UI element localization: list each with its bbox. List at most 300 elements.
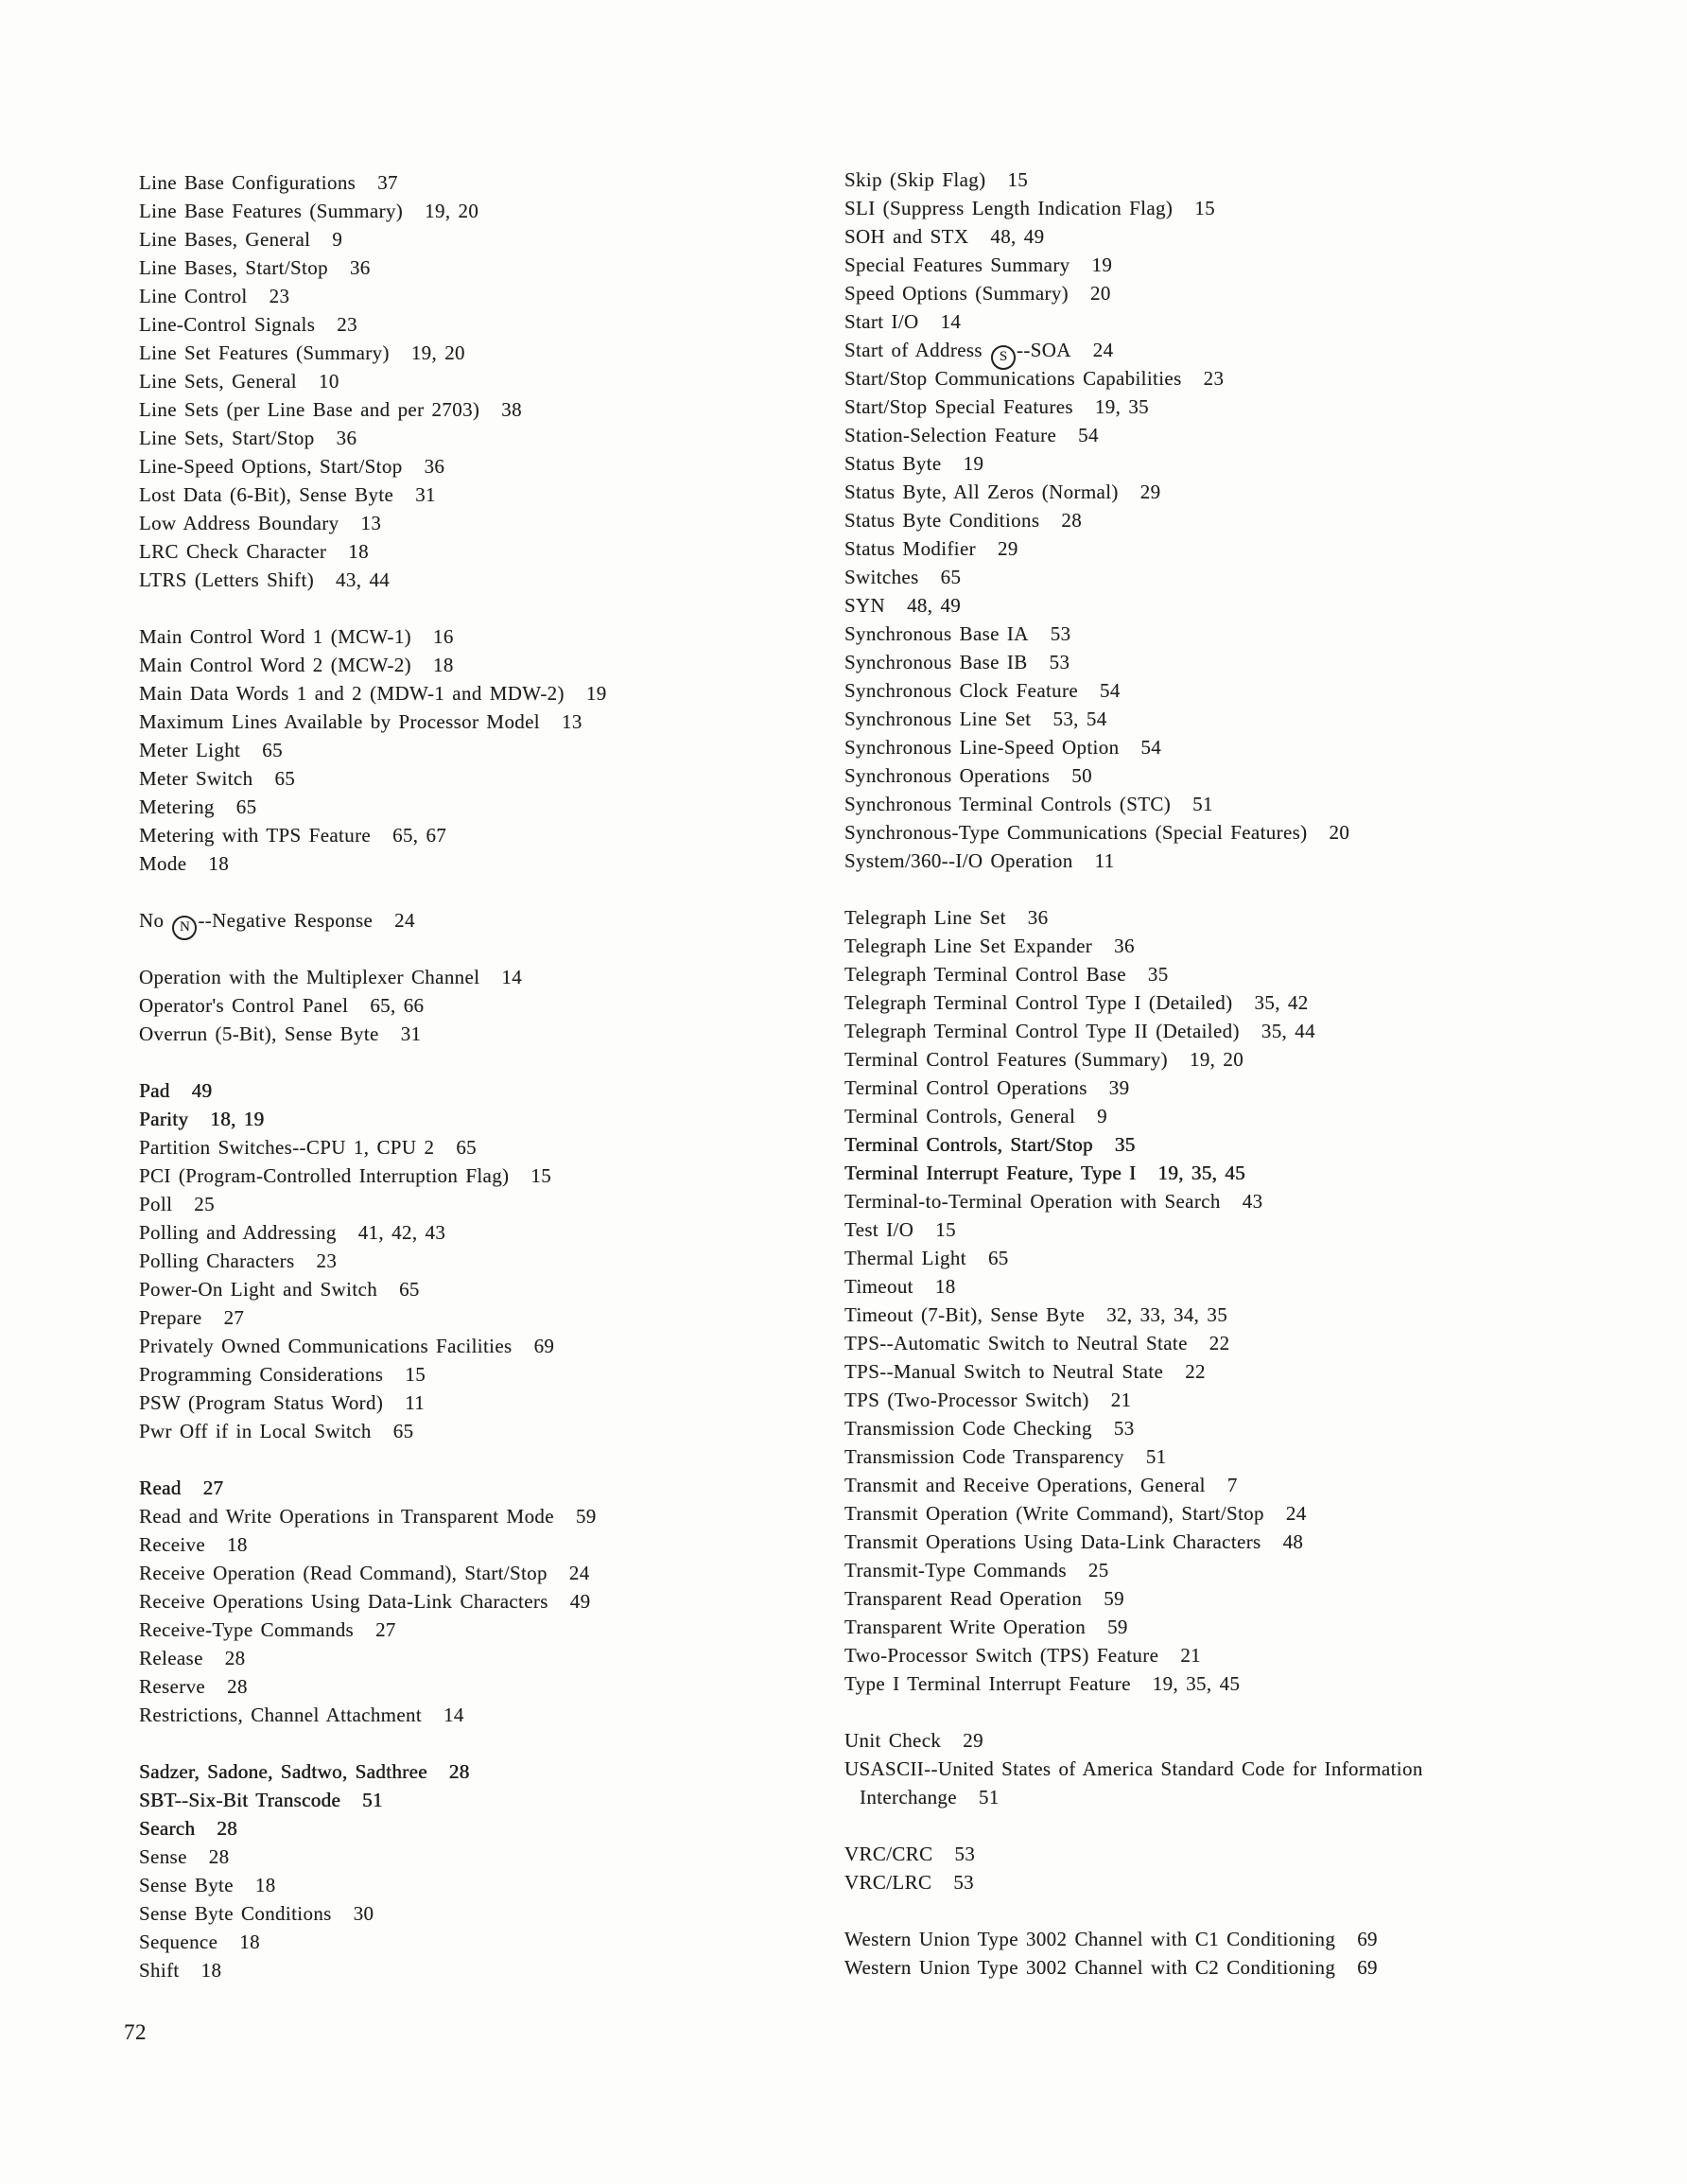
page-refs: 19, 35, 45 bbox=[1157, 1162, 1245, 1184]
index-term: Operator's Control Panel bbox=[139, 994, 349, 1017]
page-refs: 48 bbox=[1282, 1530, 1304, 1553]
index-entry bbox=[139, 1190, 820, 1218]
index-entry bbox=[844, 393, 1658, 421]
page-refs: 65 bbox=[399, 1278, 420, 1301]
page-refs: 24 bbox=[394, 909, 415, 932]
index-term: Parity bbox=[139, 1108, 189, 1130]
index-entry bbox=[139, 1389, 820, 1417]
index-term: Terminal Control Features (Summary) bbox=[844, 1048, 1168, 1071]
index-entry bbox=[139, 1360, 820, 1389]
index-entry bbox=[844, 1187, 1658, 1215]
index-term: PCI (Program-Controlled Interruption Flag) bbox=[139, 1164, 510, 1187]
page-refs: 65, 66 bbox=[370, 994, 425, 1017]
page-refs: 28 bbox=[224, 1647, 246, 1669]
page-refs: 21 bbox=[1110, 1389, 1132, 1411]
index-term: Transparent Read Operation bbox=[844, 1587, 1083, 1610]
index-term: TPS--Manual Switch to Neutral State bbox=[844, 1360, 1164, 1383]
page-refs: 19 bbox=[585, 682, 607, 705]
page-refs: 21 bbox=[1180, 1644, 1202, 1667]
page-refs: 13 bbox=[562, 710, 583, 733]
page-refs: 36 bbox=[1114, 935, 1135, 957]
page-refs: 16 bbox=[433, 625, 454, 648]
index-entry bbox=[139, 537, 820, 566]
index-term: Polling and Addressing bbox=[139, 1221, 337, 1244]
page-refs: 59 bbox=[1104, 1587, 1124, 1610]
index-term: Synchronous Clock Feature bbox=[844, 679, 1079, 702]
index-entry bbox=[844, 1357, 1658, 1386]
index-term: Telegraph Terminal Control Base bbox=[844, 963, 1126, 986]
index-entry bbox=[844, 818, 1658, 847]
page-refs: 59 bbox=[575, 1505, 597, 1528]
page-refs: 36 bbox=[336, 427, 357, 449]
index-term: Partition Switches--CPU 1, CPU 2 bbox=[139, 1136, 435, 1159]
page-refs: 25 bbox=[1087, 1559, 1109, 1581]
index-entry bbox=[139, 793, 820, 821]
index-term: Status Byte bbox=[844, 452, 942, 475]
index-entry bbox=[844, 1130, 1658, 1159]
index-term: Western Union Type 3002 Channel with C2 Conditioning bbox=[844, 1956, 1336, 1979]
term-text: --Negative Response bbox=[198, 909, 374, 932]
index-entry bbox=[844, 1613, 1658, 1641]
page-refs: 20 bbox=[1329, 821, 1350, 844]
page-refs: 14 bbox=[940, 310, 962, 333]
index-group bbox=[139, 963, 820, 1048]
index-term: Western Union Type 3002 Channel with C1 Conditioning bbox=[844, 1928, 1336, 1950]
page-refs: 19, 35 bbox=[1094, 395, 1150, 418]
page-refs: 15 bbox=[1007, 168, 1029, 191]
index-entry bbox=[844, 1386, 1658, 1414]
index-entry bbox=[139, 1417, 820, 1445]
index-term: Reserve bbox=[139, 1675, 206, 1698]
page-refs: 43 bbox=[1242, 1190, 1263, 1213]
index-entry bbox=[844, 1102, 1658, 1130]
index-term: Telegraph Terminal Control Type I (Detailed) bbox=[844, 991, 1233, 1014]
index-entry bbox=[139, 1559, 820, 1587]
index-term: Sense Byte Conditions bbox=[139, 1902, 332, 1925]
index-term: Shift bbox=[139, 1959, 180, 1982]
index-entry bbox=[844, 648, 1658, 676]
page-refs: 18 bbox=[208, 852, 230, 875]
index-entry bbox=[844, 1868, 1658, 1896]
page-refs: 65 bbox=[274, 767, 296, 790]
index-entry bbox=[844, 1471, 1658, 1499]
index-entry bbox=[139, 1474, 820, 1502]
index-term: Telegraph Line Set bbox=[844, 906, 1006, 929]
index-entry bbox=[139, 452, 820, 480]
page-refs: 53 bbox=[1050, 622, 1071, 645]
index-entry bbox=[139, 991, 820, 1020]
page-refs: 31 bbox=[400, 1022, 422, 1045]
index-term: Transparent Write Operation bbox=[844, 1616, 1087, 1638]
index-entry bbox=[139, 708, 820, 736]
index-entry bbox=[139, 1275, 820, 1303]
index-term: Thermal Light bbox=[844, 1247, 966, 1269]
index-term: LRC Check Character bbox=[139, 540, 327, 563]
page-refs: 36 bbox=[424, 455, 445, 478]
index-entry bbox=[139, 1218, 820, 1247]
index-entry bbox=[844, 1414, 1658, 1442]
index-entry bbox=[844, 478, 1658, 506]
index-entry bbox=[139, 1162, 820, 1190]
page-refs: 29 bbox=[963, 1729, 983, 1752]
index-entry bbox=[139, 1616, 820, 1644]
index-entry bbox=[844, 1301, 1658, 1329]
page-refs: 19 bbox=[1091, 253, 1113, 276]
index-entry bbox=[844, 222, 1658, 251]
index-term: Synchronous Base IA bbox=[844, 622, 1029, 645]
index-term: Line Sets, General bbox=[139, 370, 297, 393]
index-entry bbox=[844, 166, 1658, 194]
page-refs: 15 bbox=[935, 1218, 956, 1241]
page-refs: 53 bbox=[1049, 651, 1070, 673]
page-refs: 65 bbox=[456, 1136, 478, 1159]
index-entry bbox=[844, 1925, 1658, 1953]
page-refs: 50 bbox=[1071, 764, 1092, 787]
index-group bbox=[139, 168, 820, 594]
index-term: Metering with TPS Feature bbox=[139, 824, 372, 847]
index-entry bbox=[844, 563, 1658, 591]
page-refs: 23 bbox=[316, 1249, 338, 1272]
index-term: Terminal Interrupt Feature, Type I bbox=[844, 1162, 1137, 1184]
page-refs: 18 bbox=[227, 1533, 248, 1556]
index-term: Prepare bbox=[139, 1306, 202, 1329]
page-refs: 28 bbox=[448, 1760, 470, 1783]
index-term: Two-Processor Switch (TPS) Feature bbox=[844, 1644, 1159, 1667]
circled-letter-N-icon: N bbox=[172, 916, 197, 940]
index-term: Programming Considerations bbox=[139, 1363, 384, 1386]
index-entry bbox=[844, 761, 1658, 790]
index-term: USASCII--United States of America Standard Code for Information bbox=[844, 1757, 1423, 1780]
page-refs: 59 bbox=[1107, 1616, 1128, 1638]
index-entry bbox=[139, 1247, 820, 1275]
page-refs: 29 bbox=[998, 537, 1018, 560]
index-entry bbox=[139, 168, 820, 197]
index-entry bbox=[844, 988, 1658, 1017]
index-group bbox=[844, 1840, 1658, 1896]
index-entry bbox=[139, 1956, 820, 1984]
page-refs: 19, 20 bbox=[410, 341, 465, 364]
index-term: Synchronous Line Set bbox=[844, 708, 1032, 730]
index-term: Line-Speed Options, Start/Stop bbox=[139, 455, 403, 478]
index-term: Terminal Controls, Start/Stop bbox=[844, 1133, 1093, 1156]
index-entry bbox=[139, 1105, 820, 1133]
index-term: Pwr Off if in Local Switch bbox=[139, 1420, 372, 1442]
page-refs: 51 bbox=[978, 1786, 1000, 1808]
index-group bbox=[139, 1474, 820, 1729]
index-term: Special Features Summary bbox=[844, 253, 1070, 276]
page-refs: 20 bbox=[1090, 282, 1111, 305]
page-refs: 15 bbox=[405, 1363, 426, 1386]
index-term: Timeout bbox=[844, 1275, 913, 1298]
page-refs: 49 bbox=[569, 1590, 591, 1613]
index-entry bbox=[844, 705, 1658, 733]
page-refs: 36 bbox=[1027, 906, 1049, 929]
index-entry bbox=[139, 679, 820, 708]
page-refs: 43, 44 bbox=[336, 568, 391, 591]
index-entry bbox=[139, 310, 820, 339]
page-refs: 28 bbox=[217, 1817, 237, 1840]
index-entry bbox=[844, 1641, 1658, 1669]
index-term: Synchronous-Type Communications (Special Features) bbox=[844, 821, 1308, 844]
index-entry bbox=[139, 821, 820, 849]
index-entry bbox=[139, 1502, 820, 1530]
index-term: Line-Control Signals bbox=[139, 313, 316, 336]
page-refs: 28 bbox=[208, 1845, 230, 1868]
index-entry bbox=[844, 506, 1658, 534]
index-term: Main Control Word 1 (MCW-1) bbox=[139, 625, 412, 648]
page-refs: 14 bbox=[443, 1704, 464, 1726]
index-term: Operation with the Multiplexer Channel bbox=[139, 966, 480, 988]
page-refs: 54 bbox=[1100, 679, 1121, 702]
index-term: Overrun (5-Bit), Sense Byte bbox=[139, 1022, 379, 1045]
page-refs: 30 bbox=[353, 1902, 374, 1925]
index-term: Synchronous Terminal Controls (STC) bbox=[844, 793, 1172, 815]
index-term: Transmit Operation (Write Command), Start/Stop bbox=[844, 1502, 1264, 1525]
index-entry bbox=[139, 225, 820, 253]
page-refs: 24 bbox=[1285, 1502, 1307, 1525]
page-refs: 19 bbox=[963, 452, 984, 475]
page-refs: 25 bbox=[194, 1193, 215, 1215]
index-entry bbox=[844, 903, 1658, 932]
page-refs: 23 bbox=[269, 285, 290, 307]
index-term: Power-On Light and Switch bbox=[139, 1278, 378, 1301]
index-entry bbox=[139, 906, 820, 935]
index-term: Sequence bbox=[139, 1931, 218, 1953]
page-refs: 10 bbox=[319, 370, 339, 393]
index-term: Line Control bbox=[139, 285, 248, 307]
index-term: Station-Selection Feature bbox=[844, 424, 1057, 446]
index-term: Switches bbox=[844, 566, 919, 588]
index-entry bbox=[844, 620, 1658, 648]
index-entry bbox=[139, 1757, 820, 1786]
page-refs: 69 bbox=[1357, 1956, 1378, 1979]
index-entry bbox=[139, 1303, 820, 1332]
circled-letter-S-icon: S bbox=[991, 345, 1016, 370]
index-entry bbox=[139, 566, 820, 594]
page-refs: 18 bbox=[200, 1959, 222, 1982]
page-refs: 48, 49 bbox=[907, 594, 962, 617]
index-entry bbox=[139, 1133, 820, 1162]
index-entry bbox=[139, 367, 820, 395]
index-term: Synchronous Line-Speed Option bbox=[844, 736, 1120, 759]
page-refs: 65 bbox=[987, 1247, 1009, 1269]
index-term: Sadzer, Sadone, Sadtwo, Sadthree bbox=[139, 1760, 427, 1783]
index-term: Read and Write Operations in Transparent Mode bbox=[139, 1505, 554, 1528]
index-term: Main Control Word 2 (MCW-2) bbox=[139, 654, 412, 676]
page-refs: 19, 35, 45 bbox=[1152, 1672, 1241, 1695]
index-entry bbox=[139, 1814, 820, 1843]
page-refs: 35, 44 bbox=[1261, 1020, 1315, 1042]
page-refs: 18 bbox=[239, 1931, 260, 1953]
index-column-left bbox=[139, 168, 820, 2013]
index-entry bbox=[139, 282, 820, 310]
page-refs: 15 bbox=[1194, 197, 1215, 219]
index-entry bbox=[844, 251, 1658, 279]
index-term: Terminal Controls, General bbox=[844, 1105, 1076, 1127]
index-term: Line Base Features (Summary) bbox=[139, 200, 404, 222]
index-term: Main Data Words 1 and 2 (MDW-1 and MDW-2) bbox=[139, 682, 565, 705]
index-term: Poll bbox=[139, 1193, 173, 1215]
index-entry bbox=[139, 764, 820, 793]
index-entry bbox=[139, 1928, 820, 1956]
index-term: Privately Owned Communications Facilities bbox=[139, 1335, 513, 1357]
index-term: Start/Stop Communications Capabilities bbox=[844, 367, 1182, 390]
index-entry bbox=[139, 197, 820, 225]
page-refs: 15 bbox=[530, 1164, 552, 1187]
index-term: Transmit-Type Commands bbox=[844, 1559, 1067, 1581]
index-entry bbox=[844, 960, 1658, 988]
page-refs: 24 bbox=[1092, 339, 1114, 361]
index-entry bbox=[139, 1672, 820, 1701]
page-refs: 38 bbox=[501, 398, 522, 421]
index-term: Start I/O bbox=[844, 310, 919, 333]
page-refs: 24 bbox=[568, 1562, 590, 1584]
page-refs: 51 bbox=[1145, 1445, 1167, 1468]
page-refs: 14 bbox=[501, 966, 523, 988]
page-refs: 11 bbox=[1094, 849, 1115, 872]
index-entry bbox=[844, 1499, 1658, 1528]
index-column-right bbox=[844, 166, 1658, 2010]
page-refs: 53 bbox=[954, 1843, 976, 1865]
page-refs: 19, 20 bbox=[1189, 1048, 1244, 1071]
index-entry bbox=[844, 1074, 1658, 1102]
index-entry bbox=[844, 733, 1658, 761]
index-term: Line Set Features (Summary) bbox=[139, 341, 390, 364]
page-refs: 48, 49 bbox=[990, 225, 1045, 248]
page-refs: 31 bbox=[415, 483, 436, 506]
page-refs: 23 bbox=[337, 313, 357, 336]
index-entry bbox=[139, 339, 820, 367]
index-entry bbox=[844, 1726, 1658, 1755]
index-entry bbox=[844, 847, 1658, 875]
page-refs: 65 bbox=[940, 566, 962, 588]
index-entry bbox=[844, 307, 1658, 336]
index-term: Skip (Skip Flag) bbox=[844, 168, 986, 191]
index-entry bbox=[139, 1843, 820, 1871]
page-refs: 13 bbox=[360, 512, 382, 534]
page-refs: 22 bbox=[1185, 1360, 1206, 1383]
page-refs: 69 bbox=[1357, 1928, 1378, 1950]
page-refs: 53, 54 bbox=[1052, 708, 1107, 730]
index-entry bbox=[139, 1530, 820, 1559]
index-term: Meter Switch bbox=[139, 767, 253, 790]
index-term: Status Modifier bbox=[844, 537, 976, 560]
index-term: Receive-Type Commands bbox=[139, 1618, 355, 1641]
index-term: Restrictions, Channel Attachment bbox=[139, 1704, 423, 1726]
page-refs: 9 bbox=[332, 228, 343, 251]
index-group bbox=[139, 1757, 820, 1984]
index-entry-continuation bbox=[844, 1783, 1658, 1811]
page-refs: 18 bbox=[934, 1275, 956, 1298]
index-term: Maximum Lines Available by Processor Model bbox=[139, 710, 540, 733]
index-term: SOH and STX bbox=[844, 225, 969, 248]
index-group bbox=[844, 1726, 1658, 1811]
index-entry bbox=[844, 1669, 1658, 1698]
index-term: Receive bbox=[139, 1533, 206, 1556]
page-refs: 54 bbox=[1140, 736, 1162, 759]
index-term: Meter Light bbox=[139, 739, 241, 761]
page-refs: 18 bbox=[254, 1874, 276, 1896]
index-term: Transmission Code Checking bbox=[844, 1417, 1092, 1440]
index-entry bbox=[139, 1701, 820, 1729]
index-term: SBT--Six-Bit Transcode bbox=[139, 1789, 341, 1811]
page-refs: 49 bbox=[191, 1079, 213, 1102]
index-group bbox=[844, 903, 1658, 1698]
page-refs: 65 bbox=[392, 1420, 414, 1442]
index-entry bbox=[844, 1244, 1658, 1272]
index-term: Terminal Control Operations bbox=[844, 1076, 1087, 1099]
page-number: 72 bbox=[124, 2020, 147, 2044]
index-entry bbox=[844, 1045, 1658, 1074]
page-refs: 35, 42 bbox=[1254, 991, 1309, 1014]
term-text: Start of Address bbox=[844, 339, 991, 361]
index-entry bbox=[139, 1871, 820, 1899]
index-term: Pad bbox=[139, 1079, 170, 1102]
index-group bbox=[139, 622, 820, 878]
index-term: Lost Data (6-Bit), Sense Byte bbox=[139, 483, 394, 506]
page-refs: 53 bbox=[1113, 1417, 1135, 1440]
index-entry bbox=[139, 253, 820, 282]
index-entry bbox=[844, 194, 1658, 222]
index-entry bbox=[139, 1786, 820, 1814]
index-entry bbox=[844, 1159, 1658, 1187]
index-term: TPS (Two-Processor Switch) bbox=[844, 1389, 1089, 1411]
page-refs: 53 bbox=[953, 1871, 975, 1894]
index-entry bbox=[844, 1584, 1658, 1613]
index-term: VRC/CRC bbox=[844, 1843, 933, 1865]
index-term: PSW (Program Status Word) bbox=[139, 1391, 384, 1414]
index-entry bbox=[844, 1840, 1658, 1868]
page-refs: 7 bbox=[1226, 1474, 1238, 1496]
index-term: SYN bbox=[844, 594, 886, 617]
index-entry bbox=[844, 364, 1658, 393]
page-refs: 65, 67 bbox=[392, 824, 447, 847]
page-refs: 9 bbox=[1097, 1105, 1108, 1127]
page-refs: 36 bbox=[349, 256, 371, 279]
index-entry bbox=[139, 651, 820, 679]
index-entry bbox=[139, 509, 820, 537]
page-refs: 18 bbox=[433, 654, 454, 676]
page-refs: 23 bbox=[1203, 367, 1225, 390]
page-refs: 27 bbox=[375, 1618, 396, 1641]
index-entry bbox=[844, 1272, 1658, 1301]
page-refs: 32, 33, 34, 35 bbox=[1106, 1303, 1228, 1326]
index-term: Speed Options (Summary) bbox=[844, 282, 1070, 305]
index-term: TPS--Automatic Switch to Neutral State bbox=[844, 1332, 1188, 1354]
index-entry bbox=[139, 1644, 820, 1672]
index-entry bbox=[844, 1528, 1658, 1556]
index-term: Search bbox=[139, 1817, 196, 1840]
index-term: Type I Terminal Interrupt Feature bbox=[844, 1672, 1131, 1695]
page-refs: 37 bbox=[377, 171, 398, 194]
index-entry bbox=[139, 736, 820, 764]
index-term: Low Address Boundary bbox=[139, 512, 339, 534]
index-group bbox=[844, 166, 1658, 875]
index-entry bbox=[139, 1332, 820, 1360]
page-refs: 41, 42, 43 bbox=[357, 1221, 446, 1244]
index-entry bbox=[844, 1442, 1658, 1471]
index-term: Release bbox=[139, 1647, 203, 1669]
index-term: LTRS (Letters Shift) bbox=[139, 568, 315, 591]
page-refs: 51 bbox=[362, 1789, 383, 1811]
page-refs: 19, 20 bbox=[425, 200, 479, 222]
index-term: Line Bases, Start/Stop bbox=[139, 256, 328, 279]
index-term: Status Byte Conditions bbox=[844, 509, 1040, 532]
index-term: Receive Operations Using Data-Link Characters bbox=[139, 1590, 548, 1613]
index-entry bbox=[844, 1953, 1658, 1982]
page-refs: 35 bbox=[1114, 1133, 1136, 1156]
page-refs: 54 bbox=[1078, 424, 1099, 446]
